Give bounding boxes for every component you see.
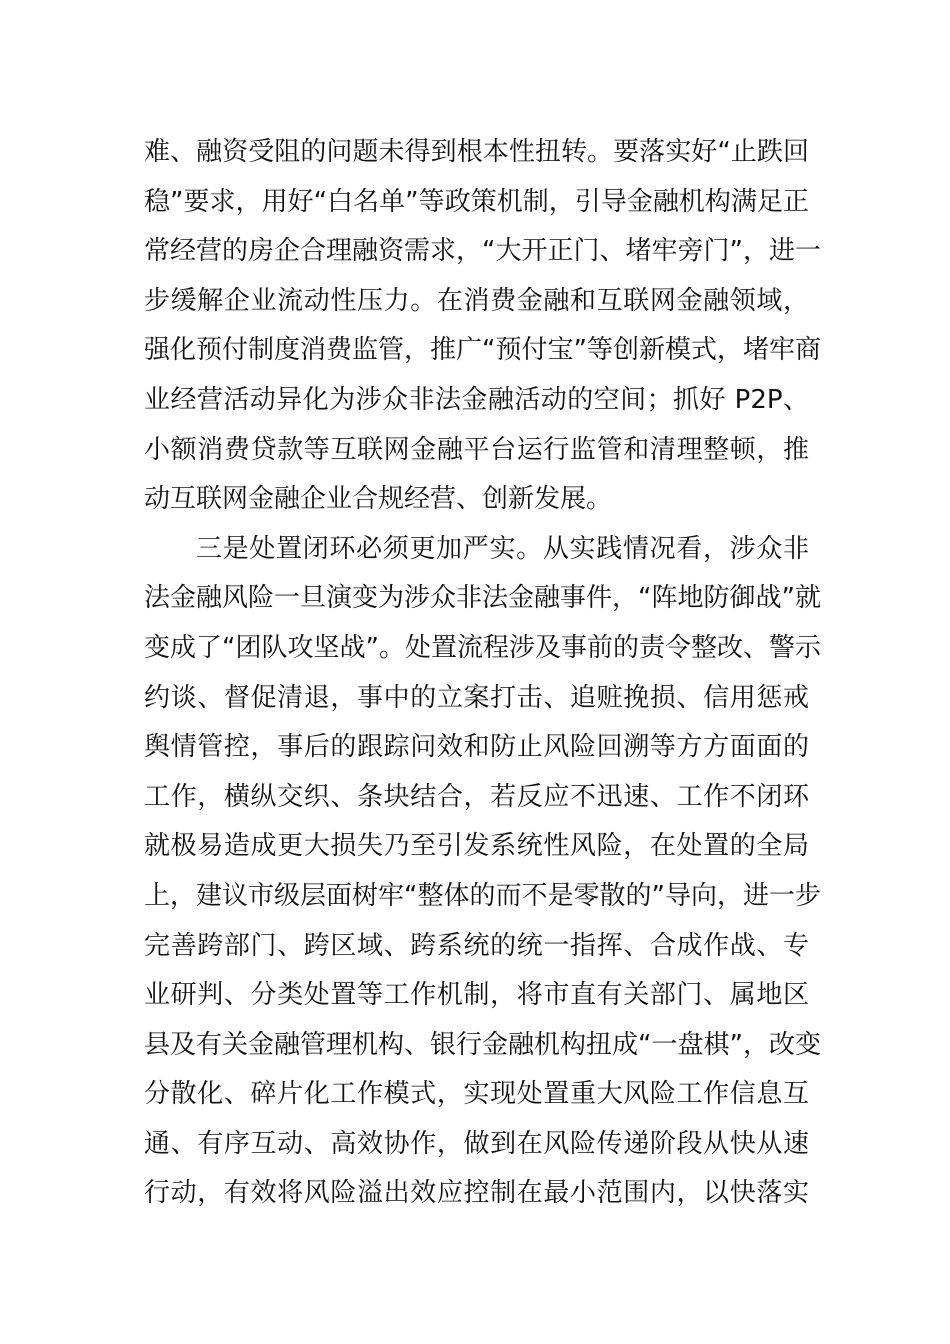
text-line: 动互联网金融企业合规经营、创新发展。 — [144, 484, 613, 515]
text-line: 强化预付制度消费监管，推广“预付宝”等创新模式，堵牢商 — [144, 335, 821, 366]
text-line: 完善跨部门、跨区域、跨系统的统一指挥、合成作战、专 — [144, 930, 809, 961]
text-line: 法金融风险一旦演变为涉众非法金融事件，“阵地防御战”就 — [144, 583, 821, 614]
text-line: 分散化、碎片化工作模式，实现处置重大风险工作信息互 — [144, 1079, 809, 1110]
document-body — [144, 128, 821, 1219]
text-line: 步缓解企业流动性压力。在消费金融和互联网金融领域， — [144, 285, 809, 316]
paragraph-first-line: 三是处置闭环必须更加严实。从实践情况看，涉众非 — [196, 533, 809, 564]
text-line: 稳”要求，用好“白名单”等政策机制，引导金融机构满足正 — [144, 186, 809, 217]
text-line: 业经营活动异化为涉众非法金融活动的空间；抓好 P2P、 — [144, 384, 809, 415]
text-line: 常经营的房企合理融资需求，“大开正门、堵牢旁门”，进一 — [144, 236, 821, 267]
text-line: 约谈、督促清退，事中的立案打击、追赃挽损、信用惩戒 — [144, 682, 809, 713]
text-line: 小额消费贷款等互联网金融平台运行监管和清理整顿，推 — [144, 434, 809, 465]
text-line: 通、有序互动、高效协作，做到在风险传递阶段从快从速 — [144, 1128, 809, 1159]
text-line: 业研判、分类处置等工作机制，将市直有关部门、属地区 — [144, 980, 809, 1011]
text-line: 舆情管控，事后的跟踪问效和防止风险回溯等方方面面的 — [144, 732, 809, 763]
text-line: 行动，有效将风险溢出效应控制在最小范围内，以快落实 — [144, 1178, 809, 1209]
text-line: 就极易造成更大损失乃至引发系统性风险，在处置的全局 — [144, 831, 809, 862]
text-line: 变成了“团队攻坚战”。处置流程涉及事前的责令整改、警示 — [144, 632, 821, 663]
text-line: 工作，横纵交织、条块结合，若反应不迅速、工作不闭环 — [144, 781, 809, 812]
text-line: 县及有关金融管理机构、银行金融机构扭成“一盘棋”，改变 — [144, 1029, 821, 1060]
text-line: 上，建议市级层面树牢“整体的而不是零散的”导向，进一步 — [144, 880, 821, 911]
text-line: 难、融资受阻的问题未得到根本性扭转。要落实好“止跌回 — [144, 137, 809, 167]
